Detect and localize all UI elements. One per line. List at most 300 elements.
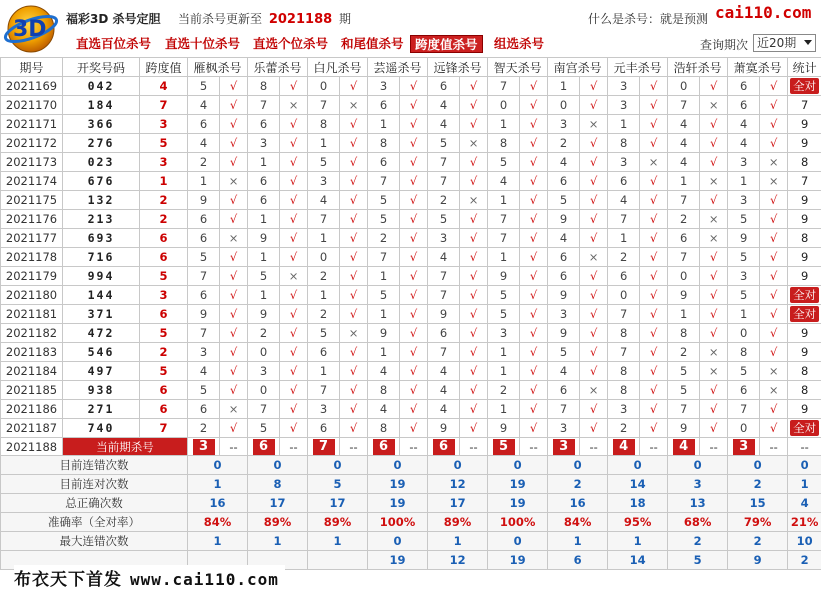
draw-numbers-cell: 472 — [63, 324, 140, 343]
cross-mark-icon: × — [340, 96, 368, 115]
summary-value: 1 — [188, 532, 248, 551]
check-mark-icon: √ — [580, 77, 608, 96]
kill-number-cell: 6 — [368, 153, 400, 172]
check-mark-icon: √ — [280, 134, 308, 153]
kill-number-cell: 9 — [488, 267, 520, 286]
check-mark-icon: √ — [340, 381, 368, 400]
check-mark-icon: √ — [700, 286, 728, 305]
check-mark-icon: √ — [580, 305, 608, 324]
prediction-value: 3 — [553, 439, 575, 455]
summary-value: 0 — [668, 456, 728, 475]
check-mark-icon: √ — [280, 229, 308, 248]
check-mark-icon: √ — [460, 362, 488, 381]
table-row — [1, 134, 821, 153]
kill-number-cell: 7 — [428, 267, 460, 286]
check-mark-icon: √ — [340, 172, 368, 191]
summary-value: 0 — [368, 456, 428, 475]
summary-value: 1 — [188, 475, 248, 494]
check-mark-icon: √ — [520, 286, 548, 305]
check-mark-icon: √ — [520, 267, 548, 286]
issue-cell: 2021172 — [1, 134, 63, 153]
update-status — [178, 10, 351, 27]
kill-number-cell: 3 — [728, 153, 760, 172]
span-value-cell: 6 — [140, 305, 188, 324]
kill-number-cell: 1 — [728, 305, 760, 324]
draw-numbers-cell: 132 — [63, 191, 140, 210]
kill-number-cell: 3 — [368, 77, 400, 96]
kill-number-cell: 5 — [368, 210, 400, 229]
check-mark-icon: √ — [220, 381, 248, 400]
stat-cell — [788, 286, 821, 305]
check-mark-icon: √ — [400, 77, 428, 96]
summary-value: 89% — [308, 513, 368, 532]
span-value-cell: 3 — [140, 286, 188, 305]
tab-units-kill[interactable]: 直选个位杀号 — [253, 36, 329, 51]
check-mark-icon: √ — [340, 153, 368, 172]
kill-number-cell: 7 — [428, 172, 460, 191]
span-value-cell: 7 — [140, 419, 188, 438]
kill-number-cell: 6 — [548, 248, 580, 267]
cross-mark-icon: × — [760, 381, 788, 400]
issue-cell: 2021171 — [1, 115, 63, 134]
prediction-value: 4 — [673, 439, 695, 455]
kill-number-cell: 0 — [248, 381, 280, 400]
kill-number-cell: 9 — [668, 286, 700, 305]
tab-group-kill[interactable]: 组选杀号 — [494, 36, 545, 51]
kill-number-cell: 1 — [728, 172, 760, 191]
issue-cell: 2021183 — [1, 343, 63, 362]
check-mark-icon: √ — [640, 343, 668, 362]
check-mark-icon: √ — [400, 115, 428, 134]
cross-mark-icon: × — [700, 96, 728, 115]
check-mark-icon: √ — [460, 210, 488, 229]
summary-value: 2 — [728, 475, 788, 494]
check-mark-icon: √ — [460, 381, 488, 400]
stat-cell: 9 — [788, 267, 821, 286]
span-value-cell: 3 — [140, 115, 188, 134]
kill-number-cell: 3 — [548, 305, 580, 324]
kill-number-cell: 6 — [728, 381, 760, 400]
check-mark-icon: √ — [280, 362, 308, 381]
table-row — [1, 229, 821, 248]
summary-value: 89% — [428, 513, 488, 532]
kill-number-cell: 4 — [428, 381, 460, 400]
summary-value: 5 — [308, 475, 368, 494]
cross-mark-icon: × — [280, 267, 308, 286]
check-mark-icon: √ — [460, 172, 488, 191]
kill-number-cell: 0 — [668, 77, 700, 96]
table-row — [1, 115, 821, 134]
prediction-result-cell: -- — [280, 438, 308, 456]
prediction-result-cell: -- — [400, 438, 428, 456]
stat-cell: 8 — [788, 153, 821, 172]
cross-mark-icon: × — [640, 153, 668, 172]
check-mark-icon: √ — [400, 286, 428, 305]
kill-number-cell: 2 — [188, 153, 220, 172]
summary-value: 19 — [488, 475, 548, 494]
span-value-cell: 5 — [140, 362, 188, 381]
table-row — [1, 191, 821, 210]
stat-cell: 9 — [788, 248, 821, 267]
prediction-value: 3 — [733, 439, 755, 455]
summary-value: 0 — [548, 456, 608, 475]
kill-number-cell: 6 — [728, 77, 760, 96]
kill-number-cell: 4 — [668, 153, 700, 172]
table-row — [1, 362, 821, 381]
kill-number-cell: 1 — [368, 115, 400, 134]
kill-number-cell: 3 — [608, 400, 640, 419]
check-mark-icon: √ — [280, 419, 308, 438]
current-issue-row — [1, 438, 821, 456]
kill-number-cell: 1 — [488, 191, 520, 210]
col-expert: 芸遥杀号 — [368, 58, 428, 77]
kill-number-cell: 6 — [188, 400, 220, 419]
kill-number-cell: 5 — [308, 153, 340, 172]
kill-number-cell: 5 — [728, 248, 760, 267]
kill-number-cell: 5 — [248, 267, 280, 286]
check-mark-icon: √ — [340, 362, 368, 381]
table-row — [1, 96, 821, 115]
check-mark-icon: √ — [640, 248, 668, 267]
prediction-value: 6 — [253, 439, 275, 455]
draw-numbers-cell: 042 — [63, 77, 140, 96]
summary-row — [1, 532, 821, 551]
summary-value: 1 — [548, 532, 608, 551]
summary-value: 19 — [368, 475, 428, 494]
kill-number-cell: 4 — [608, 191, 640, 210]
check-mark-icon: √ — [640, 400, 668, 419]
period-select[interactable] — [753, 34, 816, 52]
summary-value: 16 — [188, 494, 248, 513]
kill-number-cell: 6 — [188, 286, 220, 305]
issue-cell: 2021173 — [1, 153, 63, 172]
tab-hundreds-kill[interactable]: 直选百位杀号 — [76, 36, 152, 51]
draw-numbers-cell: 371 — [63, 305, 140, 324]
check-mark-icon: √ — [460, 77, 488, 96]
kill-number-cell: 1 — [488, 248, 520, 267]
table-row — [1, 343, 821, 362]
draw-numbers-cell: 938 — [63, 381, 140, 400]
kill-number-cell: 3 — [728, 191, 760, 210]
kill-number-cell: 4 — [188, 362, 220, 381]
current-kill-label: 当前期杀号 — [63, 438, 188, 456]
draw-numbers-cell: 740 — [63, 419, 140, 438]
check-mark-icon: √ — [520, 210, 548, 229]
draw-numbers-cell: 546 — [63, 343, 140, 362]
kill-number-cell: 3 — [548, 419, 580, 438]
span-value-cell: 4 — [140, 77, 188, 96]
issue-cell: 2021170 — [1, 96, 63, 115]
kill-number-cell: 3 — [308, 400, 340, 419]
check-mark-icon: √ — [640, 210, 668, 229]
check-mark-icon: √ — [580, 210, 608, 229]
kill-number-cell: 3 — [248, 134, 280, 153]
summary-stat: 1 — [788, 475, 821, 494]
check-mark-icon: √ — [400, 400, 428, 419]
summary-value: 12 — [428, 475, 488, 494]
cross-mark-icon: × — [700, 362, 728, 381]
kill-number-cell: 7 — [188, 267, 220, 286]
check-mark-icon: √ — [700, 400, 728, 419]
kill-number-cell: 5 — [668, 381, 700, 400]
kill-number-cell: 7 — [668, 400, 700, 419]
prediction-cell — [728, 438, 760, 456]
cross-mark-icon: × — [760, 362, 788, 381]
stat-cell: 8 — [788, 381, 821, 400]
summary-stat: 4 — [788, 494, 821, 513]
check-mark-icon: √ — [220, 286, 248, 305]
kill-number-cell: 7 — [368, 248, 400, 267]
kill-number-cell: 9 — [248, 229, 280, 248]
prediction-value: 5 — [493, 439, 515, 455]
cross-mark-icon: × — [580, 248, 608, 267]
span-value-cell: 2 — [140, 343, 188, 362]
check-mark-icon: √ — [700, 381, 728, 400]
kill-number-cell: 1 — [248, 153, 280, 172]
kill-number-cell: 5 — [428, 210, 460, 229]
check-mark-icon: √ — [700, 191, 728, 210]
chevron-down-icon — [804, 40, 812, 45]
check-mark-icon: √ — [400, 210, 428, 229]
summary-label: 总正确次数 — [1, 494, 188, 513]
table-row — [1, 324, 821, 343]
kill-number-cell: 6 — [368, 96, 400, 115]
kill-number-cell: 3 — [548, 115, 580, 134]
kill-number-cell: 9 — [368, 324, 400, 343]
check-mark-icon: √ — [520, 153, 548, 172]
kill-number-cell: 3 — [608, 153, 640, 172]
summary-value: 14 — [608, 551, 668, 570]
kill-number-cell: 4 — [728, 115, 760, 134]
stat-cell: 9 — [788, 115, 821, 134]
check-mark-icon: √ — [400, 305, 428, 324]
kill-number-cell: 1 — [368, 343, 400, 362]
summary-label: 目前连对次数 — [1, 475, 188, 494]
col-numbers: 开奖号码 — [63, 58, 140, 77]
kill-number-cell: 0 — [548, 96, 580, 115]
kill-number-cell: 3 — [728, 267, 760, 286]
check-mark-icon: √ — [340, 248, 368, 267]
table-row — [1, 286, 821, 305]
check-mark-icon: √ — [340, 77, 368, 96]
check-mark-icon: √ — [520, 419, 548, 438]
kill-number-cell: 0 — [668, 267, 700, 286]
kill-number-cell: 9 — [728, 229, 760, 248]
cross-mark-icon: × — [460, 191, 488, 210]
check-mark-icon: √ — [460, 324, 488, 343]
draw-numbers-cell: 213 — [63, 210, 140, 229]
check-mark-icon: √ — [760, 305, 788, 324]
tab-span-kill[interactable]: 跨度值杀号 — [410, 35, 483, 53]
kill-number-cell: 5 — [368, 191, 400, 210]
all-correct-badge: 全对 — [790, 420, 819, 436]
summary-value: 95% — [608, 513, 668, 532]
summary-value: 8 — [248, 475, 308, 494]
span-value-cell: 6 — [140, 400, 188, 419]
check-mark-icon: √ — [220, 191, 248, 210]
prediction-result-cell: -- — [220, 438, 248, 456]
draw-numbers-cell: 276 — [63, 134, 140, 153]
check-mark-icon: √ — [700, 267, 728, 286]
check-mark-icon: √ — [400, 229, 428, 248]
kill-number-cell: 7 — [488, 210, 520, 229]
summary-row — [1, 456, 821, 475]
tab-sum-tail-kill[interactable]: 和尾值杀号 — [341, 36, 404, 51]
check-mark-icon: √ — [640, 324, 668, 343]
kill-number-cell: 7 — [608, 305, 640, 324]
issue-cell: 2021178 — [1, 248, 63, 267]
kill-number-cell: 0 — [608, 286, 640, 305]
check-mark-icon: √ — [760, 419, 788, 438]
kill-table — [0, 57, 821, 570]
table-row — [1, 172, 821, 191]
check-mark-icon: √ — [280, 153, 308, 172]
check-mark-icon: √ — [340, 305, 368, 324]
summary-value: 0 — [308, 456, 368, 475]
summary-value: 0 — [728, 456, 788, 475]
tab-tens-kill[interactable]: 直选十位杀号 — [165, 36, 241, 51]
kill-number-cell: 1 — [488, 115, 520, 134]
issue-cell: 2021187 — [1, 419, 63, 438]
check-mark-icon: √ — [400, 324, 428, 343]
check-mark-icon: √ — [340, 400, 368, 419]
kill-number-cell: 0 — [728, 419, 760, 438]
check-mark-icon: √ — [400, 248, 428, 267]
cross-mark-icon: × — [280, 96, 308, 115]
check-mark-icon: √ — [400, 96, 428, 115]
prediction-cell — [308, 438, 340, 456]
check-mark-icon: √ — [280, 324, 308, 343]
check-mark-icon: √ — [580, 96, 608, 115]
kill-number-cell: 7 — [368, 172, 400, 191]
table-row — [1, 153, 821, 172]
kill-number-cell: 7 — [668, 96, 700, 115]
draw-numbers-cell: 994 — [63, 267, 140, 286]
check-mark-icon: √ — [460, 286, 488, 305]
prediction-result-cell: -- — [460, 438, 488, 456]
kill-number-cell: 3 — [188, 343, 220, 362]
kill-number-cell: 1 — [308, 286, 340, 305]
cross-mark-icon: × — [580, 115, 608, 134]
kill-number-cell: 9 — [488, 419, 520, 438]
check-mark-icon: √ — [280, 400, 308, 419]
check-mark-icon: √ — [340, 191, 368, 210]
kill-number-cell: 8 — [668, 324, 700, 343]
check-mark-icon: √ — [280, 343, 308, 362]
prediction-result-cell: -- — [640, 438, 668, 456]
kill-number-cell: 1 — [608, 115, 640, 134]
summary-value: 1 — [248, 532, 308, 551]
col-expert: 白凡杀号 — [308, 58, 368, 77]
span-value-cell: 3 — [140, 153, 188, 172]
summary-value: 17 — [428, 494, 488, 513]
prediction-value: 3 — [193, 439, 215, 455]
site-watermark: cai110.com — [715, 3, 812, 22]
stat-cell: 8 — [788, 229, 821, 248]
check-mark-icon: √ — [580, 419, 608, 438]
draw-numbers-cell: 144 — [63, 286, 140, 305]
check-mark-icon: √ — [580, 153, 608, 172]
summary-label: 目前连错次数 — [1, 456, 188, 475]
stat-cell — [788, 305, 821, 324]
kill-number-cell: 5 — [308, 324, 340, 343]
check-mark-icon: √ — [280, 210, 308, 229]
kill-number-cell: 5 — [368, 286, 400, 305]
kill-number-cell: 4 — [368, 400, 400, 419]
prediction-result-cell: -- — [520, 438, 548, 456]
kill-number-cell: 9 — [548, 324, 580, 343]
kill-number-cell: 7 — [428, 153, 460, 172]
check-mark-icon: √ — [580, 267, 608, 286]
check-mark-icon: √ — [700, 77, 728, 96]
col-expert: 萧寞杀号 — [728, 58, 788, 77]
prediction-cell — [548, 438, 580, 456]
kill-number-cell: 8 — [608, 134, 640, 153]
check-mark-icon: √ — [280, 172, 308, 191]
kill-number-cell: 1 — [308, 229, 340, 248]
all-correct-badge: 全对 — [790, 78, 819, 94]
col-expert: 雁枫杀号 — [188, 58, 248, 77]
kill-number-cell: 1 — [488, 400, 520, 419]
kill-number-cell: 5 — [488, 153, 520, 172]
check-mark-icon: √ — [700, 324, 728, 343]
summary-value: 6 — [548, 551, 608, 570]
kill-number-cell: 5 — [548, 343, 580, 362]
check-mark-icon: √ — [520, 400, 548, 419]
kill-number-cell: 5 — [188, 381, 220, 400]
summary-value: 84% — [188, 513, 248, 532]
kill-number-cell: 8 — [368, 419, 400, 438]
check-mark-icon: √ — [760, 191, 788, 210]
check-mark-icon: √ — [220, 419, 248, 438]
update-issue: 2021188 — [268, 12, 333, 27]
check-mark-icon: √ — [460, 267, 488, 286]
issue-cell: 2021179 — [1, 267, 63, 286]
what-is-kill-link[interactable]: 什么是杀号：就是预测 — [588, 12, 709, 26]
stat-cell: 7 — [788, 172, 821, 191]
check-mark-icon: √ — [400, 134, 428, 153]
update-suffix: 期 — [339, 12, 352, 26]
kill-number-cell: 0 — [488, 96, 520, 115]
check-mark-icon: √ — [520, 248, 548, 267]
cross-mark-icon: × — [580, 381, 608, 400]
summary-value: 0 — [608, 456, 668, 475]
kill-number-cell: 7 — [428, 286, 460, 305]
kill-number-cell: 7 — [488, 229, 520, 248]
kill-number-cell: 4 — [548, 362, 580, 381]
table-row — [1, 248, 821, 267]
check-mark-icon: √ — [520, 191, 548, 210]
check-mark-icon: √ — [400, 381, 428, 400]
kill-number-cell: 2 — [308, 305, 340, 324]
check-mark-icon: √ — [640, 115, 668, 134]
col-expert: 元丰杀号 — [608, 58, 668, 77]
summary-value: 68% — [668, 513, 728, 532]
check-mark-icon: √ — [520, 77, 548, 96]
kill-number-cell: 7 — [248, 96, 280, 115]
kill-number-cell: 8 — [308, 115, 340, 134]
cross-mark-icon: × — [460, 134, 488, 153]
cross-mark-icon: × — [220, 400, 248, 419]
kill-number-cell: 9 — [248, 305, 280, 324]
kill-number-cell: 7 — [668, 248, 700, 267]
kill-number-cell: 9 — [428, 305, 460, 324]
check-mark-icon: √ — [520, 134, 548, 153]
stat-cell: 8 — [788, 362, 821, 381]
prediction-result-cell: -- — [760, 438, 788, 456]
kill-number-cell: 4 — [548, 229, 580, 248]
kill-number-cell: 6 — [428, 324, 460, 343]
